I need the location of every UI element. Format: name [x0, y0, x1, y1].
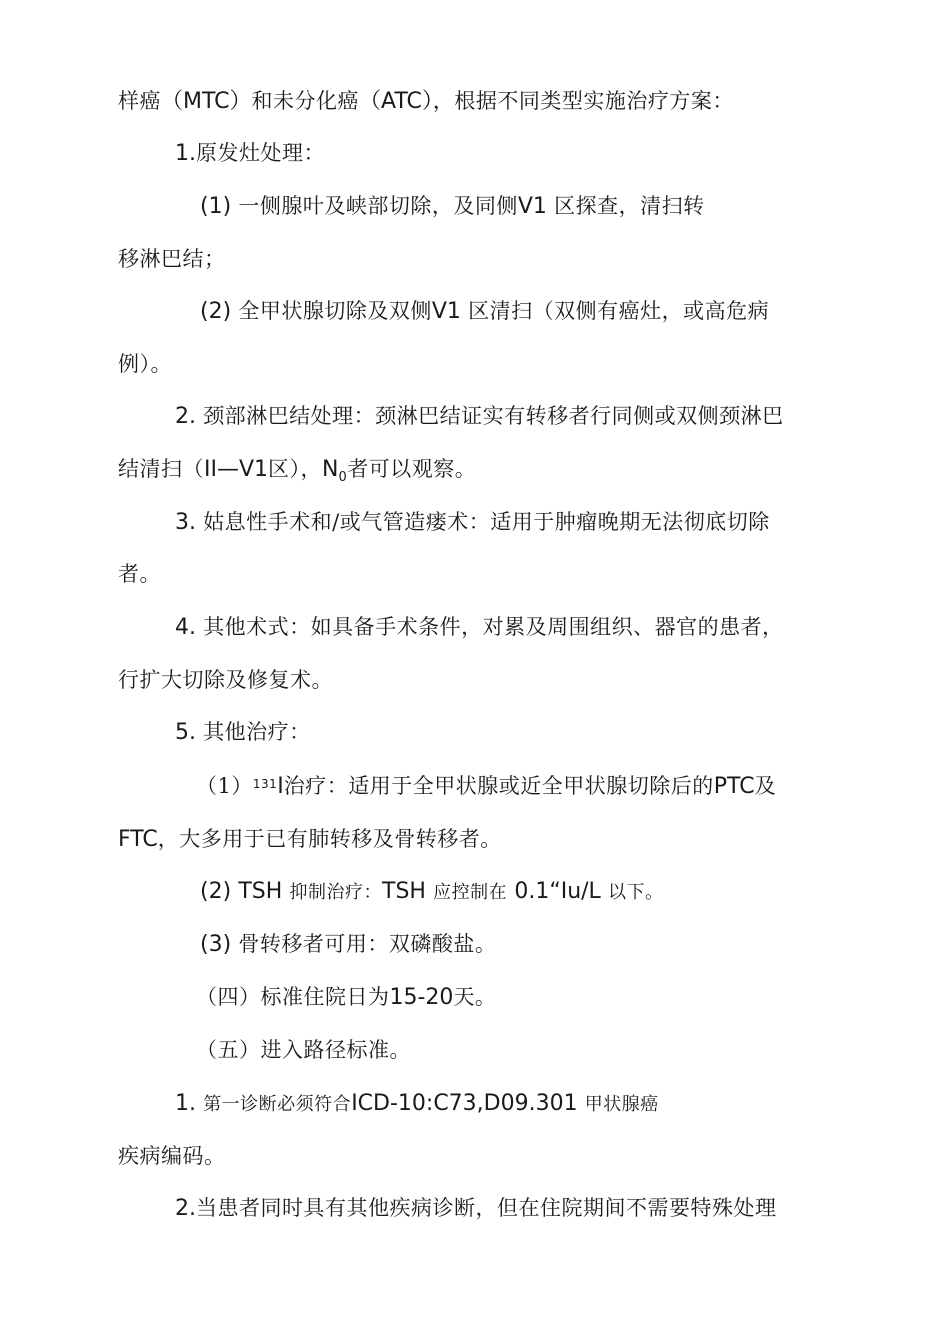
item-number: 2.	[175, 404, 196, 429]
text-span: TSH	[238, 879, 283, 904]
text-span: 及	[754, 774, 777, 798]
text-span: FTC	[118, 827, 158, 852]
text-line	[118, 244, 226, 274]
text-line	[175, 1193, 777, 1224]
text-span: 甲状腺癌	[584, 1094, 659, 1115]
text-line	[196, 771, 776, 802]
text-line	[175, 1088, 659, 1120]
item-number: (3)	[200, 932, 232, 957]
text-span: 当患者同时具有其他疾病诊断，但在住院期间不需要特殊处理	[196, 1196, 777, 1220]
text-span: 天。	[453, 985, 497, 1009]
text-span: 一侧腺叶及峡部切除，及同侧	[238, 194, 518, 218]
superscript: 131	[252, 777, 278, 791]
item-number: 1.	[175, 141, 196, 166]
text-line	[175, 138, 325, 169]
text-line	[118, 559, 161, 589]
text-span: 第一诊断必须符合	[203, 1094, 352, 1115]
text-span: 骨转移者可用：双磷酸盐。	[238, 932, 497, 956]
item-number: 5.	[175, 720, 196, 745]
text-span: ，大多用于已有肺转移及骨转移者。	[157, 827, 502, 851]
text-span: 以下。	[608, 882, 664, 903]
subscript: 0	[338, 470, 348, 485]
text-line	[200, 296, 769, 327]
text-span: N	[322, 457, 339, 482]
text-span: 0.1“Iu/L	[514, 879, 601, 904]
text-span: ICD-10:C73,D09.301	[351, 1091, 578, 1116]
text-span: 抑制治疗：	[289, 882, 382, 903]
text-line	[175, 401, 784, 432]
text-span: 其他治疗：	[203, 720, 311, 744]
text-span: （MTC）	[161, 89, 252, 114]
text-line	[118, 349, 172, 379]
text-span: 15-20	[389, 985, 454, 1010]
text-line	[200, 929, 496, 960]
text-line	[118, 665, 333, 695]
text-span: 原发灶处理：	[196, 141, 325, 165]
text-span: （ATC）	[359, 89, 433, 114]
text-span: V1	[431, 299, 461, 324]
text-line	[196, 1035, 411, 1065]
text-span: 治疗：适用于全甲状腺或近全甲状腺切除后的	[283, 774, 714, 798]
text-span: TSH	[382, 879, 426, 904]
text-span: 其他术式：如具备手术条件，对累及周围组织、器官的患者，	[203, 615, 784, 639]
text-span: 区），	[268, 457, 323, 481]
text-span: 姑息性手术和/或气管造瘘术：适用于肿瘤晚期无法彻底切除	[203, 510, 770, 534]
text-span: 结清扫（	[118, 457, 204, 481]
text-line	[118, 86, 734, 117]
text-span: 例）。	[118, 352, 172, 376]
item-number: 1.	[175, 1091, 196, 1116]
text-line	[200, 876, 664, 908]
text-span: PTC	[713, 774, 755, 799]
text-line	[118, 824, 502, 855]
text-span: 全甲状腺切除及双侧	[238, 299, 432, 323]
text-line	[200, 191, 705, 222]
item-number: 2.	[175, 1196, 196, 1221]
text-span: ，根据不同类型实施治疗方案：	[432, 89, 734, 113]
text-line	[175, 612, 784, 643]
item-number: (1)	[200, 194, 232, 219]
text-line	[175, 507, 770, 538]
text-span: 疾病编码。	[118, 1144, 226, 1168]
text-span: 区清扫（双侧有癌灶，或高危病	[468, 299, 770, 323]
text-span: 和未分化癌	[251, 89, 359, 113]
text-span: 移淋巴结；	[118, 247, 226, 271]
text-line	[118, 454, 476, 488]
text-span: （五）进入路径标准。	[196, 1038, 411, 1062]
text-span: 颈部淋巴结处理：颈淋巴结证实有转移者行同侧或双侧颈淋巴	[203, 404, 784, 428]
item-number: 3.	[175, 510, 196, 535]
text-span: 区探查，清扫转	[554, 194, 705, 218]
text-span: 者。	[118, 562, 161, 586]
text-span: II—V1	[204, 457, 269, 482]
text-span: 应控制在	[433, 882, 508, 903]
item-number: (2)	[200, 299, 232, 324]
text-span: （四）标准住院日为	[196, 985, 390, 1009]
item-number: 4.	[175, 615, 196, 640]
text-span: I	[277, 774, 284, 799]
text-span: V1	[517, 194, 547, 219]
text-span: 样癌	[118, 89, 161, 113]
item-number: (2)	[200, 879, 232, 904]
text-line	[196, 982, 496, 1013]
text-line	[175, 717, 311, 748]
text-line	[118, 1141, 226, 1171]
text-span: 行扩大切除及修复术。	[118, 668, 333, 692]
text-span: （1）	[196, 774, 253, 798]
text-span: 者可以观察。	[347, 457, 477, 481]
